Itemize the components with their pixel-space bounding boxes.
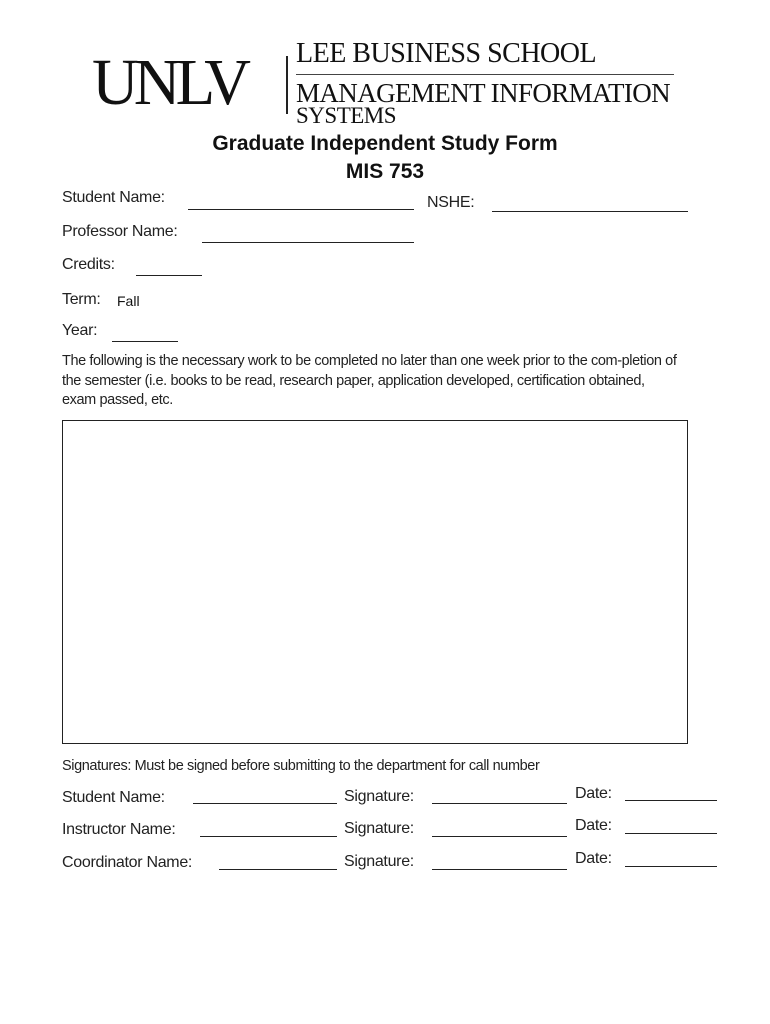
sig-coordinator-name-label: Coordinator Name:: [62, 854, 193, 871]
department-name-line2: SYSTEMS: [296, 103, 397, 128]
logo-divider: [286, 56, 288, 114]
sig-instructor-signature-label: Signature:: [344, 820, 414, 837]
sig-instructor-date-label: Date:: [575, 817, 612, 834]
nshe-field[interactable]: [492, 211, 688, 212]
instructions-text: The following is the necessary work to be completed no later than one week prior to the com-pletion of the semester (i.e. books to be read, research paper, application developed, certification obtained, exam passed, etc.: [62, 353, 677, 408]
required-work-box[interactable]: [62, 420, 688, 744]
sig-instructor-date-field[interactable]: [625, 833, 717, 834]
sig-student-signature-field[interactable]: [432, 803, 567, 804]
year-label: Year:: [62, 322, 98, 339]
term-value[interactable]: Fall: [117, 293, 140, 309]
sig-coordinator-signature-field[interactable]: [432, 869, 567, 870]
sig-student-date-field[interactable]: [625, 800, 717, 801]
professor-name-label: Professor Name:: [62, 223, 178, 240]
sig-instructor-name-field[interactable]: [200, 836, 337, 837]
sig-coordinator-date-label: Date:: [575, 850, 612, 867]
school-rule: [296, 74, 674, 75]
professor-name-field[interactable]: [202, 242, 414, 243]
department-name-line1: MANAGEMENT INFORMATION: [296, 78, 671, 108]
sig-instructor-signature-field[interactable]: [432, 836, 567, 837]
student-name-label: Student Name:: [62, 189, 165, 206]
nshe-label: NSHE:: [427, 194, 475, 211]
course-code: MIS 753: [345, 160, 425, 183]
sig-student-name-field[interactable]: [193, 803, 337, 804]
credits-label: Credits:: [62, 256, 115, 273]
sig-student-name-label: Student Name:: [62, 789, 165, 806]
credits-field[interactable]: [136, 275, 202, 276]
signatures-note: Signatures: Must be signed before submitting to the department for call number: [62, 758, 540, 774]
sig-instructor-name-label: Instructor Name:: [62, 821, 176, 838]
school-name: LEE BUSINESS SCHOOL: [296, 38, 597, 69]
sig-student-date-label: Date:: [575, 785, 612, 802]
sig-coordinator-date-field[interactable]: [625, 866, 717, 867]
year-field[interactable]: [112, 341, 178, 342]
form-title: Graduate Independent Study Form: [212, 132, 558, 155]
term-label: Term:: [62, 291, 101, 308]
sig-coordinator-name-field[interactable]: [219, 869, 337, 870]
unlv-logo: UNLV: [92, 46, 247, 119]
sig-student-signature-label: Signature:: [344, 788, 414, 805]
sig-coordinator-signature-label: Signature:: [344, 853, 414, 870]
student-name-field[interactable]: [188, 209, 414, 210]
